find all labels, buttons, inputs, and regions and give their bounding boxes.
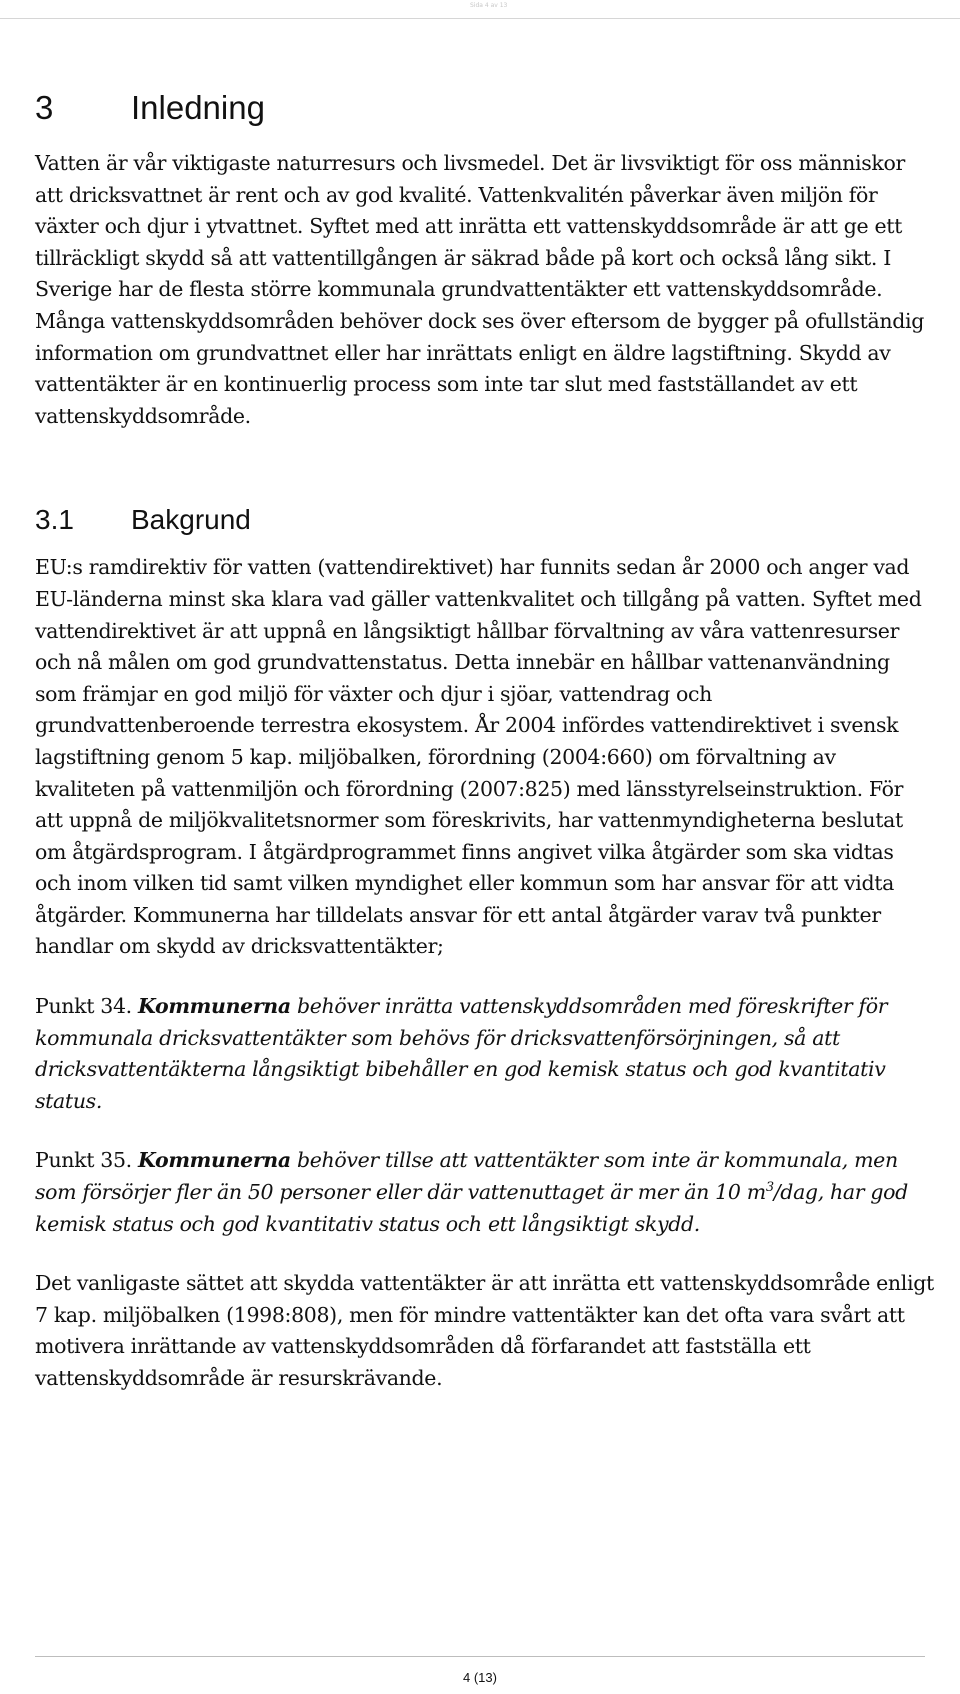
header-mark: Sida 4 av 13 xyxy=(470,2,508,9)
punkt-35-label: Punkt 35. xyxy=(35,1148,132,1173)
punkt-35-text-before: behöver tillse att vattentäkter som inte är kommunala, men som försörjer fler än 50 personer eller där vattenuttaget är mer än 10 m xyxy=(35,1148,898,1205)
intro-paragraph: Vatten är vår viktigaste naturresurs och livsmedel. Det är livsviktigt för oss människor att dricksvattnet är rent och av god kvalité. Vattenkvalitén påverkar även miljön för växter och djur i ytvattnet. Syftet med att inrätta ett vattenskyddsområde är att ge ett tillräckligt skydd så att vattentillgången är säkrad både på kort och också lång sikt. I Sverige har de flesta större kommunala grundvattentäkter ett vattenskyddsområde. Många vattenskyddsområden behöver dock ses över eftersom de bygger på ofullständig information om grundvattnet eller har inrättats enligt en äldre lagstiftning. Skydd av vattentäkter är en kontinuerlig process som inte tar slut med fastställandet av ett vattenskyddsområde. xyxy=(35,151,924,428)
punkt-35-text-after: /dag, har god kemisk status och god kvantitativ status och ett långsiktigt skydd. xyxy=(35,1180,908,1236)
punkt-35-subject: Kommunerna xyxy=(138,1148,291,1173)
header-divider xyxy=(0,18,960,19)
section-number: 3 xyxy=(35,89,54,126)
background-paragraph: EU:s ramdirektiv för vatten (vattendirektivet) har funnits sedan år 2000 och anger vad EU-länderna minst ska klara vad gäller vattenkvalitet och tillgång på vatten. Syftet med vattendirektivet är att uppnå en långsiktigt hållbar förvaltning av våra vattenresurser och nå målen om god grundvattenstatus. Detta innebär en hållbar vattenanvändning som främjar en god miljö för växter och djur i sjöar, vattendrag och grundvattenberoende terrestra ekosystem. År 2004 infördes vattendirektivet i svensk lagstiftning genom 5 kap. miljöbalken, förordning (2004:660) om förvaltning av kvaliteten på vattenmiljön och förordning (2007:825) med länsstyrelseinstruktion. För att uppnå de miljökvalitetsnormer som föreskrivits, har vattenmyndigheterna beslutat om åtgärdsprogram. I åtgärdprogrammet finns angivet vilka åtgärder som ska vidtas och inom vilken tid samt vilken myndighet eller kommun som har ansvar för att vidta åtgärder. Kommunerna har tilldelats ansvar för ett antal åtgärder varav två punkter handlar om skydd av dricksvattentäkter; xyxy=(35,555,922,959)
paragraph-spacer xyxy=(35,1240,935,1268)
footer-divider xyxy=(35,1656,925,1657)
punkt-34-text: behöver inrätta vattenskyddsområden med föreskrifter för kommunala dricksvattentäkter som behövs för dricksvattenförsörjningen, så att dricksvattentäkterna långsiktigt bibehåller en god kemisk status och god kvantitativ status. xyxy=(35,994,888,1113)
punkt-34-subject: Kommunerna xyxy=(138,994,291,1019)
punkt-34 xyxy=(35,991,935,1117)
section-heading-bakgrund xyxy=(35,502,935,538)
superscript: 3 xyxy=(765,1180,774,1196)
closing-paragraph: Det vanligaste sättet att skydda vattentäkter är att inrätta ett vattenskyddsområde enligt 7 kap. miljöbalken (1998:808), men för mindre vattentäkter kan det ofta vara svårt att motivera inrättande av vattenskyddsområden då förfarandet att fastställa ett vattenskyddsområde är resurskrävande. xyxy=(35,1271,934,1390)
subsection-title: Bakgrund xyxy=(131,504,251,536)
page-number: 4 (13) xyxy=(463,1670,497,1685)
subsection-number: 3.1 xyxy=(35,504,74,536)
paragraph-spacer xyxy=(35,1117,935,1145)
section-spacer xyxy=(35,432,935,502)
section-title: Inledning xyxy=(131,89,265,126)
punkt-35 xyxy=(35,1145,935,1240)
section-heading-inledning xyxy=(35,88,935,128)
paragraph-spacer xyxy=(35,963,935,991)
document-body xyxy=(35,88,935,1395)
punkt-34-label: Punkt 34. xyxy=(35,994,132,1019)
